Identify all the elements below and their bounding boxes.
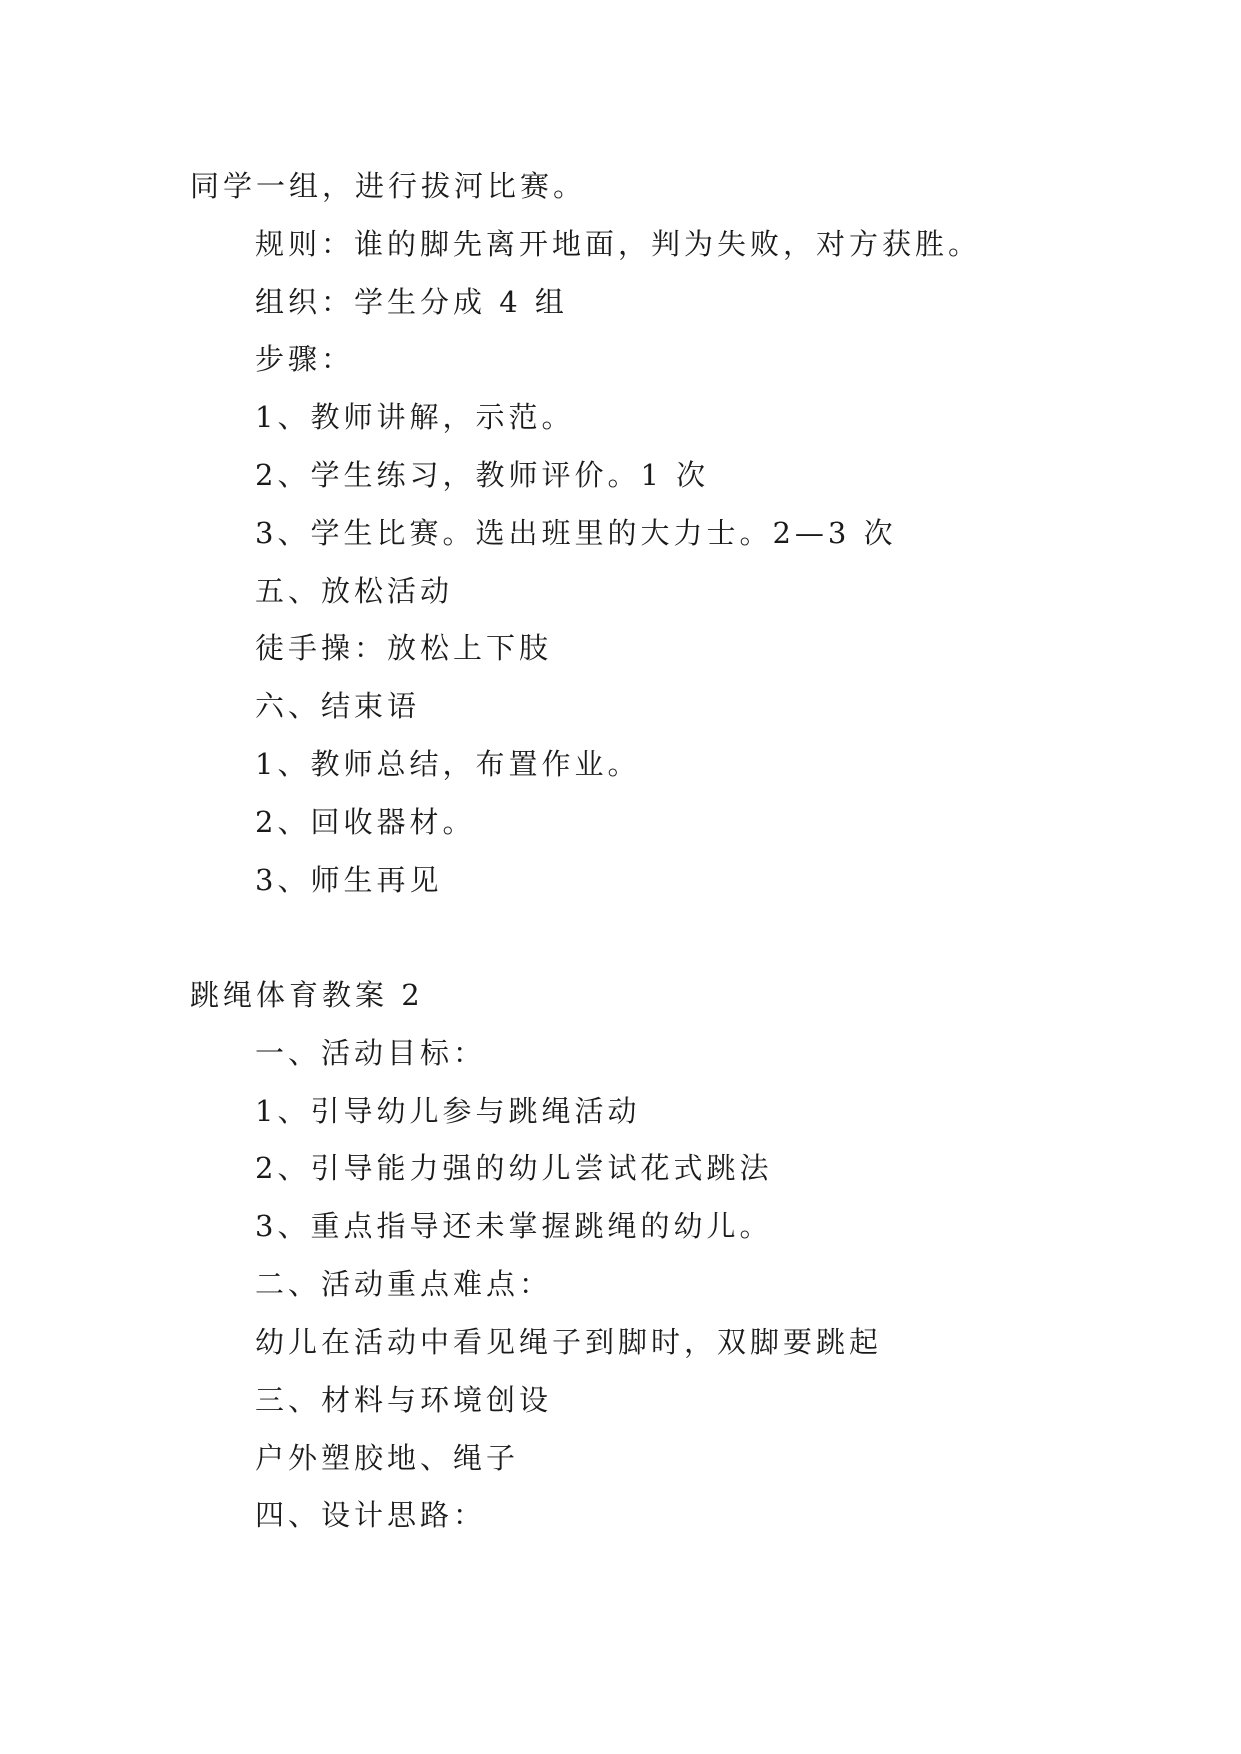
document-title: 跳绳体育教案 2 [190,978,424,1012]
organization-line: 组织：学生分成 4 组 [255,285,568,319]
list-item: 3、重点指导还未掌握跳绳的幼儿。 [255,1209,773,1243]
paragraph-line: 幼儿在活动中看见绳子到脚时，双脚要跳起 [255,1325,883,1359]
step-item: 1、教师讲解，示范。 [255,400,575,434]
paragraph-line: 徒手操：放松上下肢 [255,631,553,665]
step-item: 3、学生比赛。选出班里的大力士。2—3 次 [255,516,897,550]
steps-heading: 步骤： [255,342,355,376]
paragraph-line: 户外塑胶地、绳子 [255,1441,520,1475]
section-heading: 四、设计思路： [255,1498,487,1532]
section-heading: 三、材料与环境创设 [255,1383,553,1417]
rule-line: 规则：谁的脚先离开地面，判为失败，对方获胜。 [255,227,982,261]
list-item: 2、回收器材。 [255,805,476,839]
section-heading: 一、活动目标： [255,1036,487,1070]
list-item: 3、师生再见 [255,863,443,897]
list-item: 1、引导幼儿参与跳绳活动 [255,1094,641,1128]
section-heading: 五、放松活动 [255,574,454,608]
section-heading: 六、结束语 [255,689,421,723]
paragraph-line: 同学一组，进行拔河比赛。 [190,169,587,203]
list-item: 1、教师总结，布置作业。 [255,747,641,781]
section-heading: 二、活动重点难点： [255,1267,553,1301]
list-item: 2、引导能力强的幼儿尝试花式跳法 [255,1151,773,1185]
step-item: 2、学生练习，教师评价。1 次 [255,458,710,492]
